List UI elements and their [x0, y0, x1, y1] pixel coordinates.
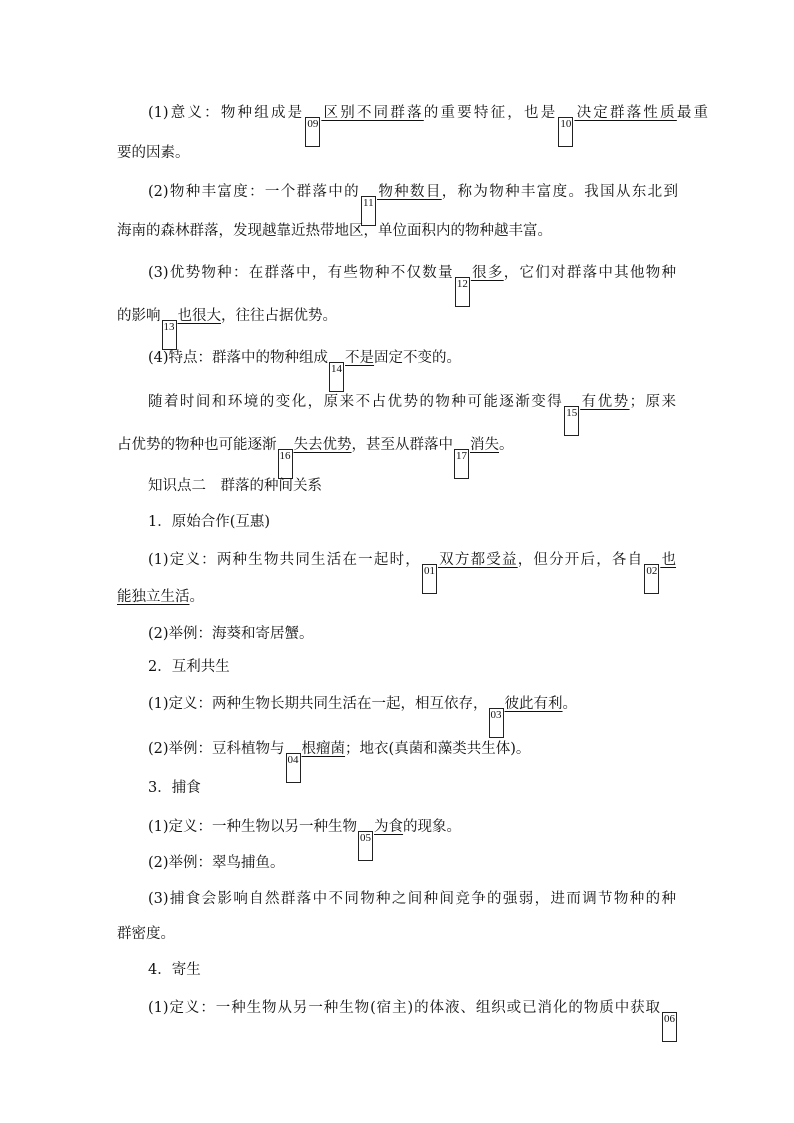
line-14	[0, 617, 794, 651]
subheading-1	[0, 505, 794, 539]
blank-number: 04	[286, 753, 301, 783]
blank-number: 11	[361, 196, 376, 226]
blank-number: 02	[644, 564, 659, 594]
line-4	[0, 214, 794, 248]
answer-text: 失去优势	[293, 437, 352, 453]
text: 。	[189, 589, 204, 605]
text: ；原来	[629, 394, 676, 410]
text: 2．互利共生	[148, 659, 230, 675]
line-2	[0, 136, 794, 170]
line-22	[0, 917, 794, 951]
subheading-4	[0, 953, 794, 987]
line-3	[0, 175, 794, 209]
answer-text: 决定群落性质	[574, 105, 677, 121]
text: (2)举例：翠鸟捕鱼。	[148, 855, 285, 871]
answer-text: 能独立生活	[117, 589, 190, 605]
text: (2)举例：豆科植物与	[148, 741, 285, 757]
text: 4．寄生	[148, 962, 201, 978]
blank-number: 12	[455, 277, 470, 307]
blank-number: 16	[278, 449, 293, 479]
line-16	[0, 687, 794, 721]
answer-text: 也	[660, 552, 677, 568]
text: 固定不变的。	[374, 350, 462, 366]
blank-number: 01	[422, 564, 437, 594]
text: (2)物种丰富度：一个群落中的	[148, 184, 360, 200]
text: (1)定义：两种生物长期共同生活在一起，相互依存，	[148, 696, 488, 712]
blank-number: 14	[329, 362, 344, 392]
text: ，但分开后，各自	[517, 552, 644, 568]
line-19	[0, 810, 794, 844]
text: 的现象。	[403, 819, 462, 835]
blank-number: 15	[564, 406, 579, 436]
answer-text: 不是	[345, 350, 375, 366]
answer-text: 彼此有利	[504, 696, 563, 712]
text: 。	[562, 696, 578, 712]
text: ；地衣(真菌和藻类共生体)。	[345, 741, 531, 757]
line-7	[0, 341, 794, 375]
line-5	[0, 256, 794, 290]
text: (1)定义：一种生物从另一种生物(宿主)的体液、组织或已消化的物质中获取	[148, 1000, 661, 1016]
answer-text: 消失	[470, 437, 499, 453]
blank-number: 05	[358, 831, 373, 861]
blank-number: 10	[558, 117, 573, 147]
blank-number: 06	[662, 1012, 677, 1042]
text: 1．原始合作(互惠)	[148, 514, 271, 530]
line-8	[0, 385, 794, 419]
text: 群密度。	[117, 926, 175, 942]
text: (1)意义：物种组成是	[148, 105, 305, 121]
answer-text: 根瘤菌	[301, 741, 346, 757]
text: (3)捕食会影响自然群落中不同物种之间种间竞争的强弱，进而调节物种的种	[148, 891, 676, 907]
answer-text: 有优势	[580, 394, 630, 410]
subheading-2	[0, 650, 794, 684]
answer-text: 很多	[470, 265, 504, 281]
text: ，甚至从群落中	[351, 437, 453, 453]
answer-text: 区别不同群落	[321, 105, 424, 121]
answer-text: 物种数目	[377, 184, 442, 200]
text: 。	[499, 437, 514, 453]
line-20	[0, 846, 794, 880]
text: 最重	[676, 105, 709, 121]
line-12	[0, 543, 794, 577]
section-heading	[0, 469, 794, 503]
text: 随着时间和环境的变化，原来不占优势的物种可能逐渐变得	[148, 394, 564, 410]
answer-text: 为食	[374, 819, 404, 835]
text: ，它们对群落中其他物种	[503, 265, 676, 281]
text: 占优势的物种也可能逐渐	[117, 437, 277, 453]
line-24	[0, 991, 794, 1025]
answer-text: 也很大	[177, 308, 221, 324]
line-6	[0, 299, 794, 333]
text: 的影响	[117, 308, 161, 324]
text: 3．捕食	[148, 780, 201, 796]
text: 的重要特征，也是	[423, 105, 558, 121]
text: ，称为物种丰富度。我国从东北到	[441, 184, 679, 200]
line-9	[0, 428, 794, 462]
subheading-3	[0, 771, 794, 805]
line-17	[0, 732, 794, 766]
blank-number: 03	[489, 708, 504, 738]
answer-text: 双方都受益	[437, 552, 518, 568]
text: (2)举例：海葵和寄居蟹。	[148, 626, 314, 642]
text: ，往往占据优势。	[221, 308, 337, 324]
blank-number: 13	[162, 320, 177, 350]
line-1	[0, 96, 794, 130]
line-21	[0, 882, 794, 916]
text: (3)优势物种：在群落中，有些物种不仅数量	[148, 265, 454, 281]
text: (1)定义：一种生物以另一种生物	[148, 819, 358, 835]
text: 要的因素。	[117, 145, 190, 161]
text: 知识点二 群落的种间关系	[148, 478, 322, 494]
blank-number: 17	[454, 449, 469, 479]
text: (1)定义：两种生物共同生活在一起时，	[148, 552, 421, 568]
text: (4)特点：群落中的物种组成	[148, 350, 329, 366]
line-13	[0, 580, 794, 614]
text: 海南的森林群落，发现越靠近热带地区，单位面积内的物种越丰富。	[117, 223, 552, 239]
blank-number: 09	[305, 117, 320, 147]
